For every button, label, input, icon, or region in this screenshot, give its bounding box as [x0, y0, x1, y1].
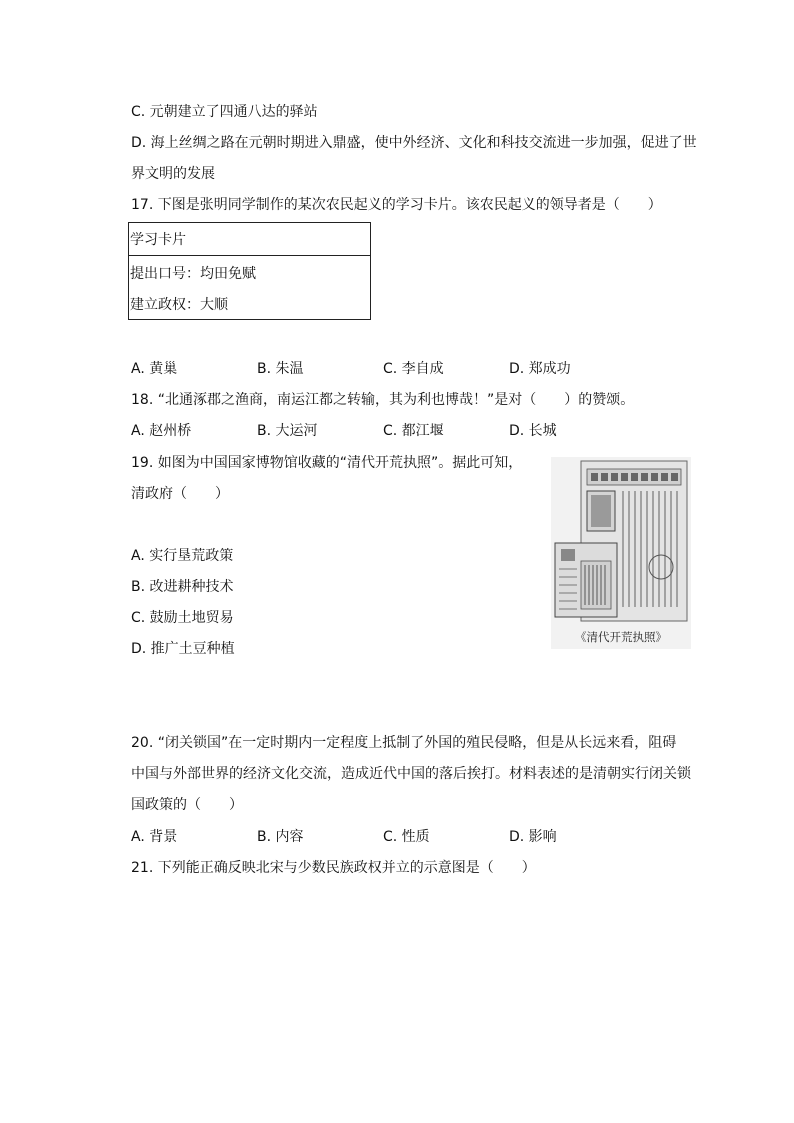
q16-option-d-line1: D. 海上丝绸之路在元朝时期进入鼎盛，使中外经济、文化和科技交流进一步加强，促进了世	[131, 135, 697, 151]
q20-stem-line3: 国政策的（ ）	[131, 797, 243, 813]
q20-stem-line1: 20. “闭关锁国”在一定时期内一定程度上抵制了外国的殖民侵略，但是从长远来看，阻碍	[131, 735, 677, 751]
photo-caption: 《清代开荒执照》	[575, 630, 667, 644]
q19-option-a[interactable]: A. 实行垦荒政策	[131, 548, 234, 564]
q18-option-d[interactable]: D. 长城	[509, 423, 557, 439]
q17-option-c[interactable]: C. 李自成	[383, 361, 444, 377]
q17-stem: 17. 下图是张明同学制作的某次农民起义的学习卡片。该农民起义的领导者是（ ）	[131, 197, 662, 213]
q20-option-b[interactable]: B. 内容	[257, 829, 304, 845]
q18-stem: 18. “北通涿郡之渔商，南运江都之转输，其为利也博哉！”是对（ ）的赞颂。	[131, 392, 635, 408]
q19-stem-line1: 19. 如图为中国国家博物馆收藏的“清代开荒执照”。据此可知，	[131, 455, 523, 471]
study-card	[128, 222, 371, 320]
q16-option-c: C. 元朝建立了四通八达的驿站	[131, 104, 318, 120]
q20-option-d[interactable]: D. 影响	[509, 829, 557, 845]
q18-option-a[interactable]: A. 赵州桥	[131, 423, 192, 439]
q20-options	[131, 827, 691, 847]
q18-option-c[interactable]: C. 都江堰	[383, 423, 444, 439]
study-card-slogan: 提出口号：均田免赋	[130, 266, 256, 282]
study-card-title: 学习卡片	[130, 232, 186, 248]
q19-option-c[interactable]: C. 鼓励土地贸易	[131, 610, 234, 626]
q18-option-b[interactable]: B. 大运河	[257, 423, 318, 439]
study-card-header	[129, 223, 370, 256]
land-reclamation-license-photo	[551, 457, 691, 649]
q18-options	[131, 421, 691, 441]
q21-stem: 21. 下列能正确反映北宋与少数民族政权并立的示意图是（ ）	[131, 860, 536, 876]
q19-option-b[interactable]: B. 改进耕种技术	[131, 579, 234, 595]
q20-option-c[interactable]: C. 性质	[383, 829, 430, 845]
q19-stem-line2: 清政府（ ）	[131, 486, 229, 502]
q19-option-d[interactable]: D. 推广土豆种植	[131, 641, 235, 657]
q17-option-b[interactable]: B. 朱温	[257, 361, 304, 377]
q17-option-a[interactable]: A. 黄巢	[131, 361, 178, 377]
q17-options	[131, 359, 691, 379]
q16-option-d-line2: 界文明的发展	[131, 166, 215, 182]
q20-stem-line2: 中国与外部世界的经济文化交流，造成近代中国的落后挨打。材料表述的是清朝实行闭关锁	[131, 766, 691, 782]
study-card-regime: 建立政权：大顺	[130, 297, 228, 313]
q20-option-a[interactable]: A. 背景	[131, 829, 178, 845]
q17-option-d[interactable]: D. 郑成功	[509, 361, 571, 377]
